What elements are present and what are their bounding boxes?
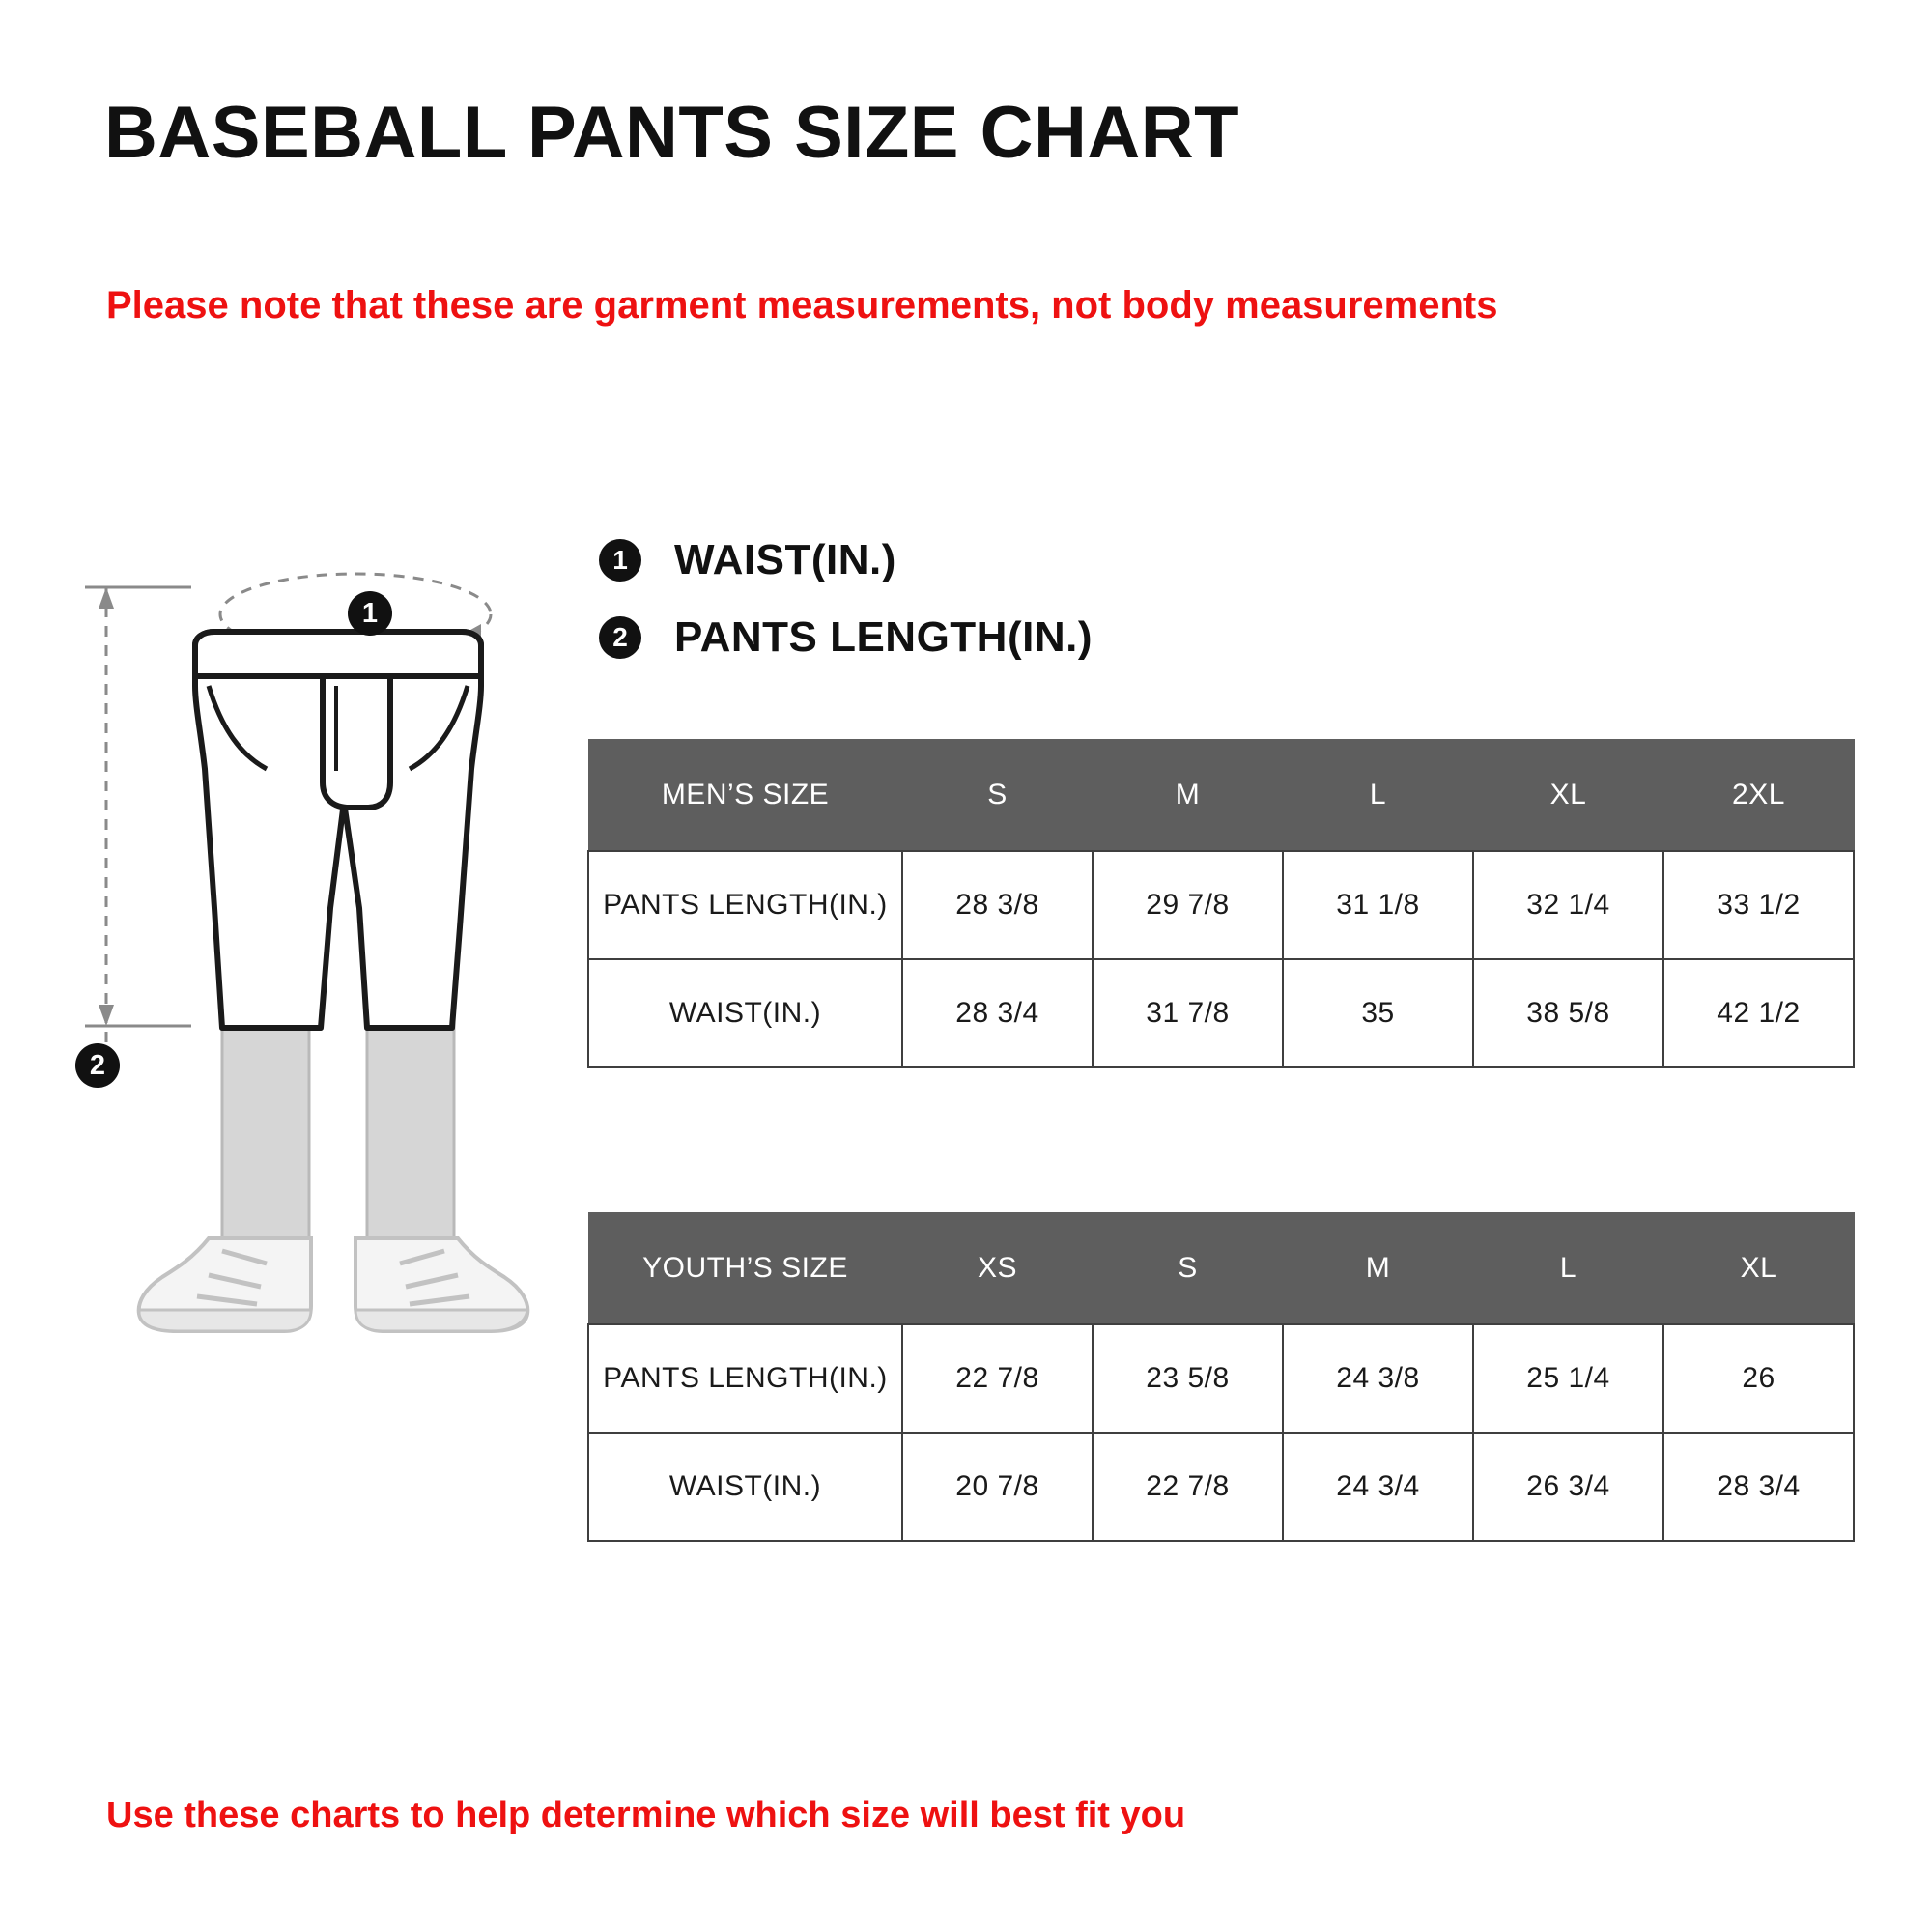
cell-youth-waist-xl: 28 3/4 [1663, 1433, 1854, 1541]
cell-youth-length-s: 23 5/8 [1093, 1324, 1283, 1433]
mens-size-table [587, 739, 1855, 1068]
cell-mens-waist-l: 35 [1283, 959, 1473, 1067]
column-header-2xl: 2XL [1663, 740, 1854, 852]
column-header-xl: XL [1473, 740, 1663, 852]
column-header-xs: XS [902, 1213, 1093, 1325]
column-header-m: M [1093, 740, 1283, 852]
column-header-s: S [1093, 1213, 1283, 1325]
table-row [588, 959, 1854, 1067]
youths-size-table [587, 1212, 1855, 1542]
cell-youth-waist-m: 24 3/4 [1283, 1433, 1473, 1541]
cell-mens-length-m: 29 7/8 [1093, 851, 1283, 959]
table-header-row [588, 740, 1854, 852]
cell-mens-waist-xl: 38 5/8 [1473, 959, 1663, 1067]
cell-youth-waist-l: 26 3/4 [1473, 1433, 1663, 1541]
cell-youth-length-m: 24 3/8 [1283, 1324, 1473, 1433]
legend-label-waist: WAIST(IN.) [674, 536, 896, 583]
illustration-marker-pants-length: 2 [75, 1043, 120, 1088]
column-header-l: L [1473, 1213, 1663, 1325]
column-header-m: M [1283, 1213, 1473, 1325]
cell-mens-length-l: 31 1/8 [1283, 851, 1473, 959]
garment-measurement-note: Please note that these are garment measurements, not body measurements [106, 284, 1498, 327]
row-label-pants-length: PANTS LENGTH(IN.) [588, 851, 902, 959]
cell-youth-waist-xs: 20 7/8 [902, 1433, 1093, 1541]
illustration-marker-waist: 1 [348, 591, 392, 636]
cell-youth-waist-s: 22 7/8 [1093, 1433, 1283, 1541]
table-row [588, 851, 1854, 959]
measurement-legend [599, 536, 1093, 691]
cell-youth-length-xl: 26 [1663, 1324, 1854, 1433]
table-row [588, 1433, 1854, 1541]
pants-illustration [77, 541, 580, 1613]
cell-mens-length-2xl: 33 1/2 [1663, 851, 1854, 959]
column-header-s: S [902, 740, 1093, 852]
cell-mens-length-xl: 32 1/4 [1473, 851, 1663, 959]
row-label-waist: WAIST(IN.) [588, 959, 902, 1067]
table-row [588, 1324, 1854, 1433]
row-label-waist: WAIST(IN.) [588, 1433, 902, 1541]
row-label-pants-length: PANTS LENGTH(IN.) [588, 1324, 902, 1433]
cell-youth-length-l: 25 1/4 [1473, 1324, 1663, 1433]
cell-youth-length-xs: 22 7/8 [902, 1324, 1093, 1433]
table-header-row [588, 1213, 1854, 1325]
marker-1-icon: 1 [599, 539, 641, 582]
legend-label-pants-length: PANTS LENGTH(IN.) [674, 613, 1093, 661]
legend-item-waist [599, 536, 1093, 584]
cell-mens-waist-m: 31 7/8 [1093, 959, 1283, 1067]
marker-2-icon: 2 [599, 616, 641, 659]
column-header-l: L [1283, 740, 1473, 852]
cell-mens-length-s: 28 3/8 [902, 851, 1093, 959]
cell-mens-waist-2xl: 42 1/2 [1663, 959, 1854, 1067]
column-header-xl: XL [1663, 1213, 1854, 1325]
youths-size-header: YOUTH’S SIZE [588, 1213, 902, 1325]
legend-item-pants-length [599, 613, 1093, 662]
cell-mens-waist-s: 28 3/4 [902, 959, 1093, 1067]
mens-size-header: MEN’S SIZE [588, 740, 902, 852]
page-title: BASEBALL PANTS SIZE CHART [104, 92, 1240, 174]
size-help-note: Use these charts to help determine which size will best fit you [106, 1795, 1186, 1835]
